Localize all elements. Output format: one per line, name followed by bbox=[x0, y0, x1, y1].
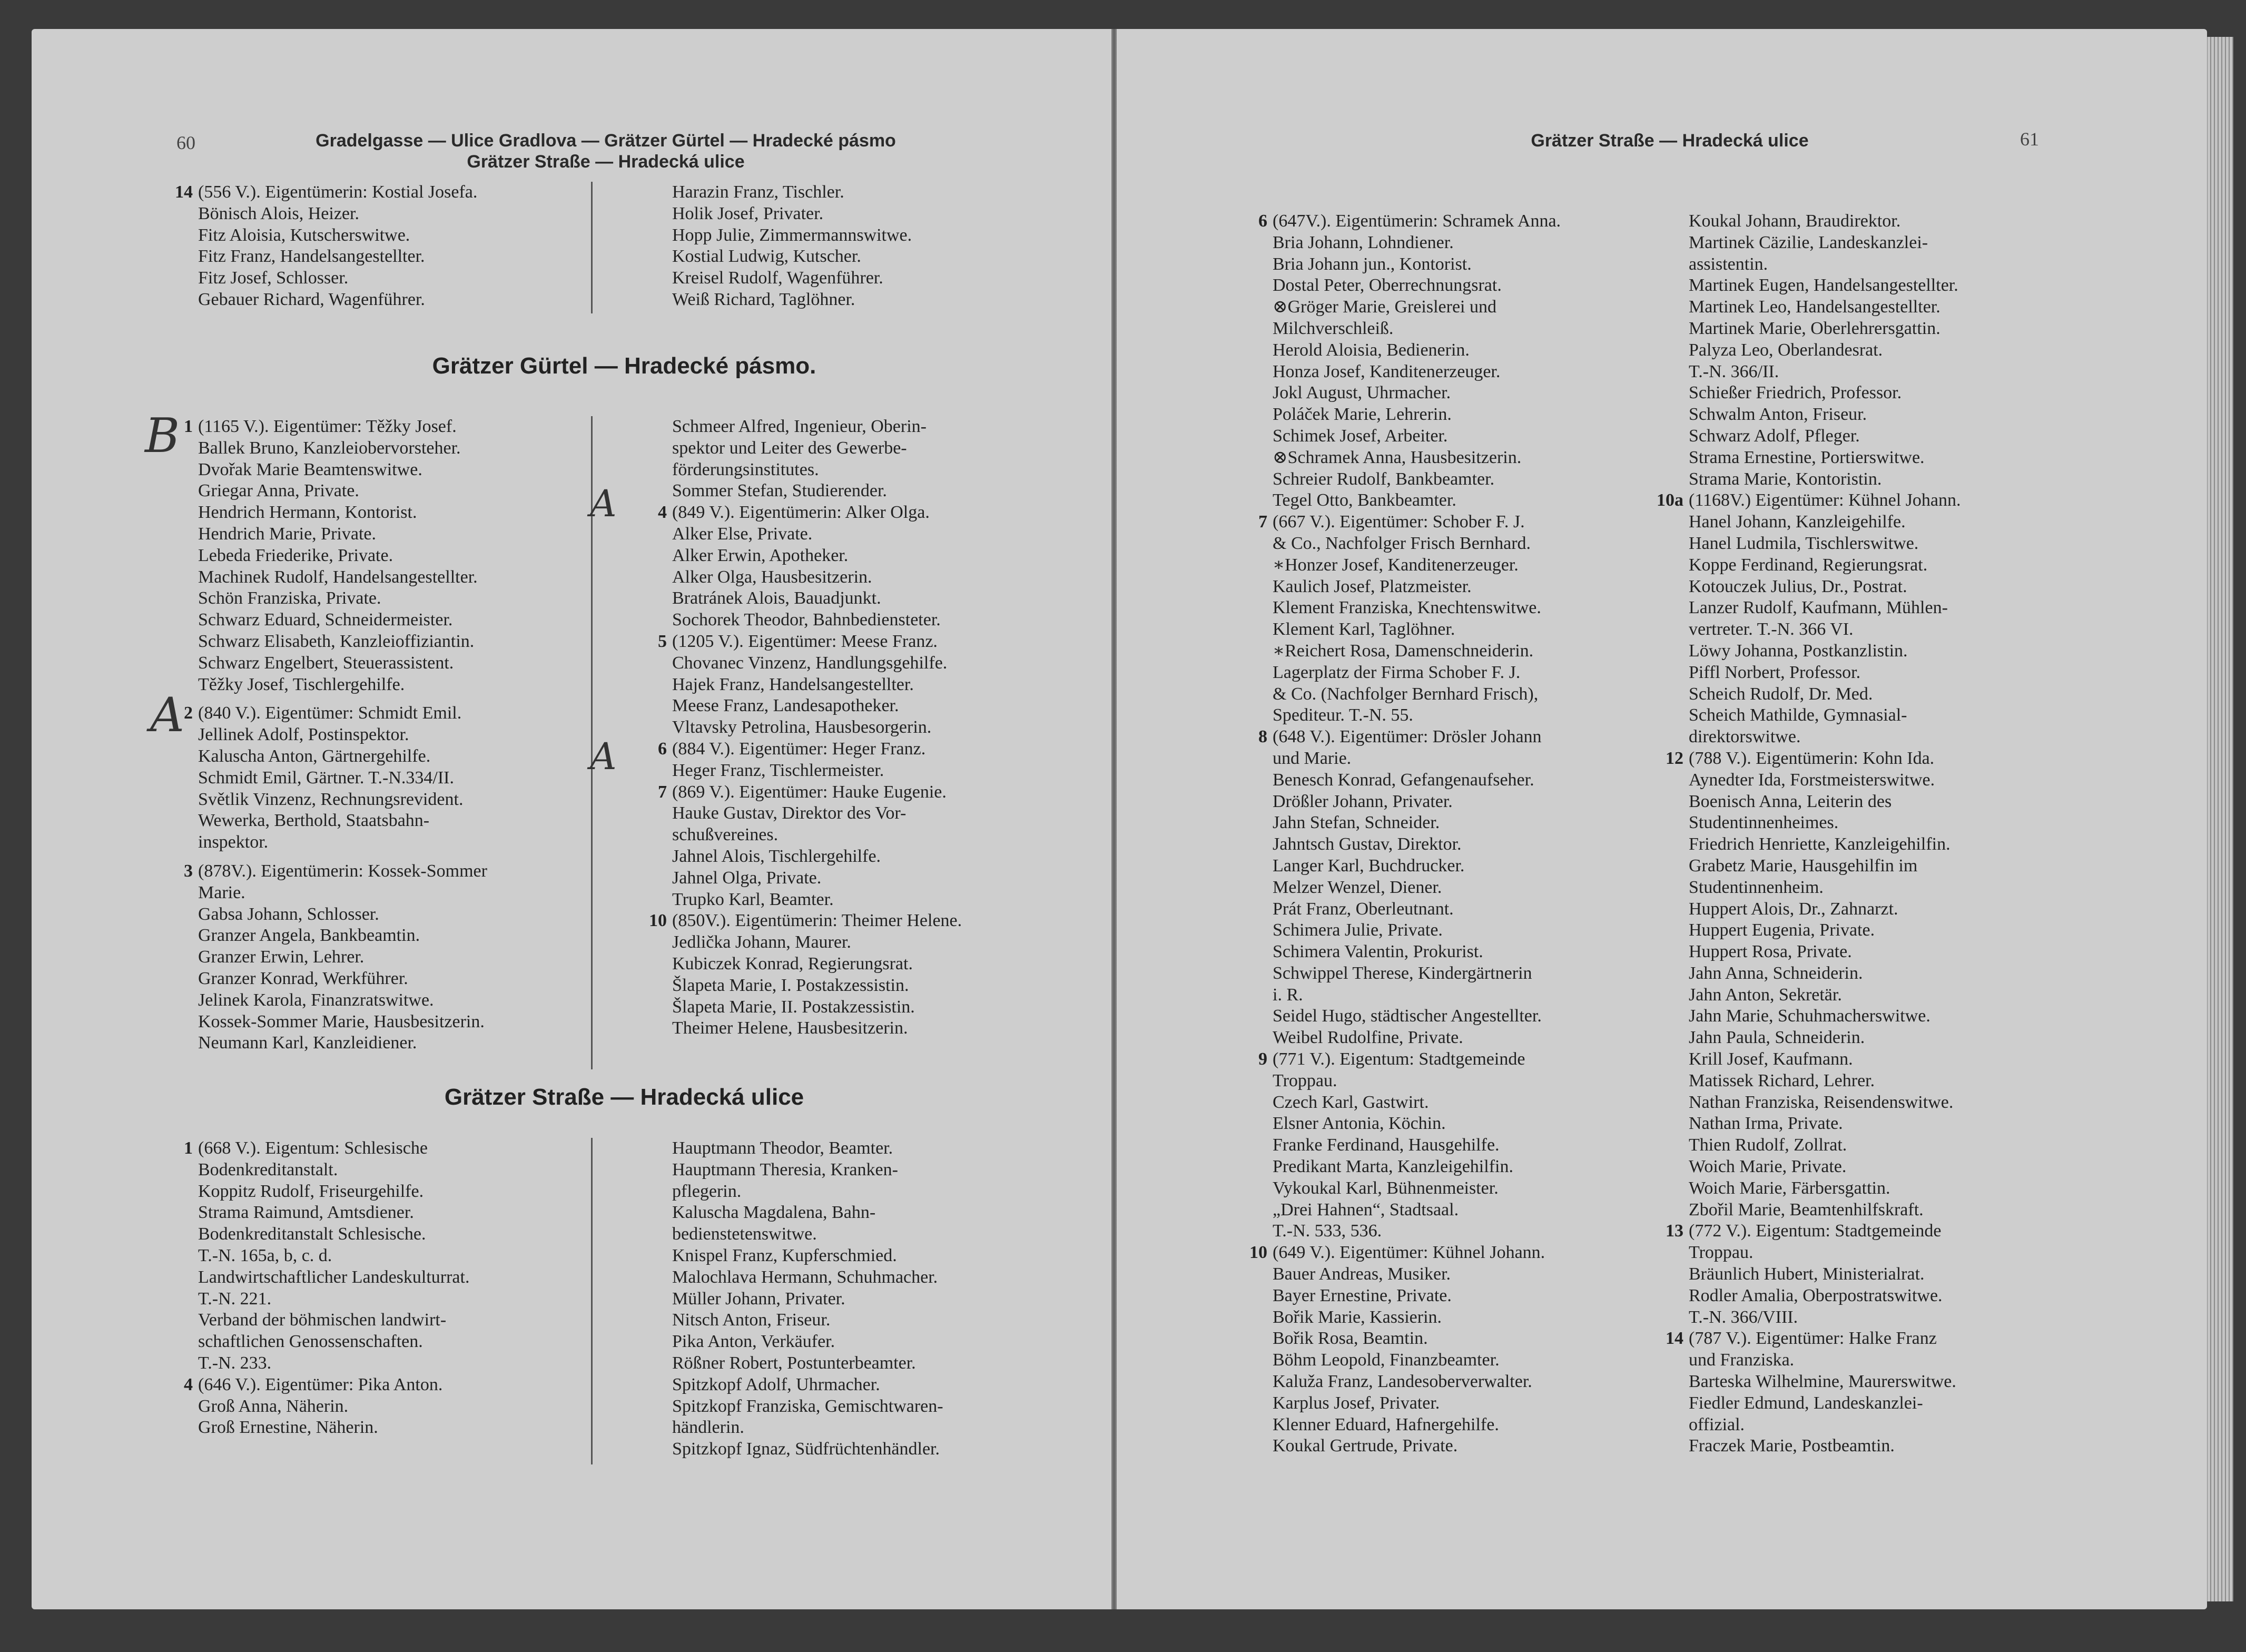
column bbox=[163, 182, 595, 311]
owner-line: (869 V.). Eigentümer: Hauke Eugenie. bbox=[672, 782, 947, 802]
column-rule bbox=[591, 182, 593, 313]
resident-entry: Gabsa Johann, Schlosser. bbox=[198, 904, 379, 924]
resident-entry: Schreier Rudolf, Bankbeamter. bbox=[1273, 469, 1495, 489]
resident-entry: Vykoukal Karl, Bühnenmeister. bbox=[1273, 1178, 1499, 1198]
resident-entry: Weibel Rudolfine, Private. bbox=[1273, 1028, 1463, 1048]
resident-entry: Landwirtschaftlicher Landeskulturrat. bbox=[198, 1267, 470, 1287]
resident-entry: Těžky Josef, Tischlergehilfe. bbox=[198, 674, 405, 694]
resident-entry: Matissek Richard, Lehrer. bbox=[1689, 1070, 1875, 1090]
house-entry bbox=[163, 182, 595, 203]
resident-entry: Martinek Marie, Oberlehrersgattin. bbox=[1689, 318, 1940, 338]
resident-entry: Fitz Aloisia, Kutscherswitwe. bbox=[198, 225, 410, 245]
margin-mark: A bbox=[590, 482, 617, 525]
house-entry bbox=[637, 910, 1038, 932]
resident-entry: Kubiczek Konrad, Regierungsrat. bbox=[672, 953, 913, 974]
house-number: 6 bbox=[658, 739, 667, 759]
resident-entry: Nathan Franziska, Reisendenswitwe. bbox=[1689, 1092, 1954, 1112]
owner-line: (648 V.). Eigentümer: Drösler Johann bbox=[1273, 727, 1542, 747]
house-entry bbox=[163, 703, 600, 724]
owner-line: (1168V.) Eigentümer: Kühnel Johann. bbox=[1689, 490, 1961, 510]
resident-entry: Ballek Bruno, Kanzleiobervorsteher. bbox=[198, 438, 461, 458]
house-number: 4 bbox=[184, 1374, 193, 1394]
resident-entry: Zbořil Marie, Beamtenhilfskraft. bbox=[1689, 1199, 1924, 1220]
resident-entry: Woich Marie, Private. bbox=[1689, 1157, 1847, 1177]
page-number: 61 bbox=[2020, 129, 2039, 150]
house-number: 1 bbox=[184, 1138, 193, 1158]
resident-entry: Schießer Friedrich, Professor. bbox=[1689, 383, 1902, 403]
resident-entry: Koppe Ferdinand, Regierungsrat. bbox=[1689, 555, 1928, 575]
house-number: 13 bbox=[1666, 1221, 1683, 1241]
resident-entry: Granzer Konrad, Werkführer. bbox=[198, 968, 408, 988]
house-entry bbox=[1654, 748, 2075, 770]
resident-entry: Vltavsky Petrolina, Hausbesorgerin. bbox=[672, 717, 932, 738]
resident-entry: Schwalm Anton, Friseur. bbox=[1689, 405, 1867, 425]
resident-entry: Jahn Stefan, Schneider. bbox=[1273, 813, 1440, 833]
resident-entry: Kostial Ludwig, Kutscher. bbox=[672, 247, 861, 267]
running-header-2: Grätzer Straße — Hradecká ulice bbox=[467, 152, 745, 172]
resident-entry: Spitzkopf Ignaz, Südfrüchtenhändler. bbox=[672, 1439, 940, 1459]
house-entry bbox=[637, 502, 1038, 524]
owner-line: (878V.). Eigentümerin: Kossek-Sommer bbox=[198, 861, 487, 881]
entry-continuation: Studentinnenheimes. bbox=[1689, 813, 1839, 833]
resident-entry: Jelinek Karola, Finanzratswitwe. bbox=[198, 990, 434, 1010]
entry-continuation: Spediteur. T.-N. 55. bbox=[1273, 705, 1413, 725]
resident-entry: Seidel Hugo, städtischer Angestellter. bbox=[1273, 1006, 1542, 1026]
house-entry bbox=[1654, 1328, 2075, 1350]
resident-entry: Jahn Anna, Schneiderin. bbox=[1689, 963, 1863, 983]
running-header: Grätzer Straße — Hradecká ulice bbox=[1531, 131, 1809, 151]
column bbox=[163, 416, 600, 1054]
house-entry bbox=[163, 416, 600, 438]
resident-entry: Koppitz Rudolf, Friseurgehilfe. bbox=[198, 1181, 424, 1201]
resident-entry: Alker Else, Private. bbox=[672, 524, 813, 544]
entry-gap bbox=[163, 853, 600, 861]
entry-continuation: schaftlichen Genossenschaften. bbox=[198, 1332, 423, 1352]
resident-entry: Huppert Rosa, Private. bbox=[1689, 942, 1852, 962]
house-number: 2 bbox=[184, 703, 193, 723]
resident-entry: Nitsch Anton, Friseur. bbox=[672, 1310, 831, 1330]
column bbox=[637, 416, 1038, 1039]
entry-continuation: und Marie. bbox=[1273, 748, 1352, 768]
house-entry bbox=[1238, 1242, 1659, 1264]
resident-entry: Schwarz Engelbert, Steuerassistent. bbox=[198, 653, 454, 673]
resident-entry: i. R. bbox=[1273, 985, 1303, 1005]
entry-continuation: T.-N. 366/II. bbox=[1689, 361, 1779, 381]
right-page bbox=[1117, 29, 2207, 1609]
entry-continuation: assistentin. bbox=[1689, 254, 1768, 274]
resident-entry: Poláček Marie, Lehrerin. bbox=[1273, 405, 1452, 425]
resident-entry: Boenisch Anna, Leiterin des bbox=[1689, 791, 1892, 811]
resident-entry: Koukal Gertrude, Private. bbox=[1273, 1436, 1458, 1456]
resident-entry: „Drei Hahnen“, Stadtsaal. bbox=[1273, 1199, 1459, 1220]
owner-line: (788 V.). Eigentümerin: Kohn Ida. bbox=[1689, 748, 1935, 768]
resident-entry: Huppert Eugenia, Private. bbox=[1689, 920, 1875, 940]
resident-entry: Karplus Josef, Privater. bbox=[1273, 1393, 1440, 1413]
entry-continuation: spektor und Leiter des Gewerbe- bbox=[672, 438, 907, 458]
house-entry bbox=[1238, 211, 1659, 232]
resident-entry: Kotouczek Julius, Dr., Postrat. bbox=[1689, 576, 1907, 596]
entry-continuation: Bodenkreditanstalt. bbox=[198, 1159, 338, 1179]
house-number: 10 bbox=[649, 911, 667, 931]
house-number: 14 bbox=[175, 182, 193, 202]
resident-entry: Martinek Leo, Handelsangestellter. bbox=[1689, 297, 1940, 317]
resident-entry: Hanel Ludmila, Tischlerswitwe. bbox=[1689, 533, 1919, 553]
margin-mark: B bbox=[145, 408, 180, 464]
entry-continuation: direktorswitwe. bbox=[1689, 727, 1801, 747]
entry-continuation: bedienstetenswitwe. bbox=[672, 1224, 817, 1244]
resident-entry: ⊗Gröger Marie, Greislerei und bbox=[1273, 297, 1496, 317]
resident-entry: Schimek Josef, Arbeiter. bbox=[1273, 426, 1448, 446]
owner-line: (647V.). Eigentümerin: Schramek Anna. bbox=[1273, 211, 1561, 231]
resident-entry: Weiß Richard, Taglöhner. bbox=[672, 289, 855, 309]
resident-entry: Jedlička Johann, Maurer. bbox=[672, 932, 851, 952]
house-number: 10 bbox=[1249, 1243, 1267, 1263]
resident-entry: Groß Ernestine, Näherin. bbox=[198, 1418, 378, 1438]
resident-entry: Melzer Wenzel, Diener. bbox=[1273, 877, 1442, 897]
resident-entry: Scheich Mathilde, Gymnasial- bbox=[1689, 705, 1907, 725]
column bbox=[1654, 211, 2075, 1457]
resident-entry: Jahntsch Gustav, Direktor. bbox=[1273, 834, 1462, 854]
resident-entry: Klement Franziska, Knechtenswitwe. bbox=[1273, 598, 1541, 618]
column bbox=[163, 1138, 600, 1439]
resident-entry: Verband der böhmischen landwirt- bbox=[198, 1310, 447, 1330]
resident-entry: Holik Josef, Privater. bbox=[672, 203, 824, 223]
entry-continuation: T.-N. 165a, b, c. d. bbox=[198, 1245, 332, 1265]
owner-line: (884 V.). Eigentümer: Heger Franz. bbox=[672, 739, 926, 759]
entry-continuation: inspektor. bbox=[198, 832, 269, 852]
resident-entry: Franke Ferdinand, Hausgehilfe. bbox=[1273, 1135, 1500, 1155]
house-number: 5 bbox=[658, 631, 667, 651]
house-entry bbox=[163, 1138, 600, 1159]
resident-entry: Strama Marie, Kontoristin. bbox=[1689, 469, 1882, 489]
house-number: 12 bbox=[1666, 748, 1683, 768]
resident-entry: Griegar Anna, Private. bbox=[198, 481, 359, 501]
resident-entry: Herold Aloisia, Bedienerin. bbox=[1273, 340, 1470, 360]
column-rule bbox=[591, 1138, 593, 1464]
house-number: 9 bbox=[1258, 1049, 1267, 1069]
owner-line: (840 V.). Eigentümer: Schmidt Emil. bbox=[198, 703, 462, 723]
left-page bbox=[32, 29, 1111, 1609]
resident-entry: Drößler Johann, Privater. bbox=[1273, 791, 1453, 811]
entry-continuation: & Co. (Nachfolger Bernhard Frisch), bbox=[1273, 684, 1539, 704]
house-number: 7 bbox=[1258, 512, 1267, 532]
resident-entry: Bratránek Alois, Bauadjunkt. bbox=[672, 588, 881, 608]
resident-entry: Pika Anton, Verkäufer. bbox=[672, 1332, 835, 1352]
resident-entry: Spitzkopf Adolf, Uhrmacher. bbox=[672, 1374, 880, 1394]
resident-entry: Koukal Johann, Braudirektor. bbox=[1689, 211, 1901, 231]
margin-mark: A bbox=[150, 687, 184, 743]
owner-line: (850V.). Eigentümerin: Theimer Helene. bbox=[672, 911, 962, 931]
owner-line: (668 V.). Eigentum: Schlesische bbox=[198, 1138, 428, 1158]
house-entry bbox=[163, 1374, 600, 1396]
resident-entry: Bräunlich Hubert, Ministerialrat. bbox=[1689, 1264, 1925, 1284]
resident-entry: Benesch Konrad, Gefangenaufseher. bbox=[1273, 770, 1534, 790]
resident-entry: Jahn Anton, Sekretär. bbox=[1689, 985, 1842, 1005]
entry-continuation: & Co., Nachfolger Frisch Bernhard. bbox=[1273, 533, 1531, 553]
resident-entry: Woich Marie, Färbersgattin. bbox=[1689, 1178, 1890, 1198]
resident-entry: Honza Josef, Kanditenerzeuger. bbox=[1273, 361, 1501, 381]
resident-entry: Bauer Andreas, Musiker. bbox=[1273, 1264, 1451, 1284]
column bbox=[637, 1138, 1038, 1460]
resident-entry: Knispel Franz, Kupferschmied. bbox=[672, 1245, 897, 1265]
resident-entry: Schön Franziska, Private. bbox=[198, 588, 381, 608]
resident-entry: Machinek Rudolf, Handelsangestellter. bbox=[198, 567, 478, 587]
resident-entry: Granzer Erwin, Lehrer. bbox=[198, 947, 365, 967]
entry-gap bbox=[163, 695, 600, 703]
running-header: Gradelgasse — Ulice Gradlova — Grätzer Gürtel — Hradecké pásmo bbox=[316, 131, 896, 151]
resident-entry: Thien Rudolf, Zollrat. bbox=[1689, 1135, 1847, 1155]
resident-entry: Schwarz Elisabeth, Kanzleioffiziantin. bbox=[198, 631, 475, 651]
resident-entry: Rößner Robert, Postunterbeamter. bbox=[672, 1353, 916, 1373]
resident-entry: Hauptmann Theodor, Beamter. bbox=[672, 1138, 893, 1158]
owner-line: (1205 V.). Eigentümer: Meese Franz. bbox=[672, 631, 938, 651]
resident-entry: Sommer Stefan, Studierender. bbox=[672, 481, 887, 501]
house-number: 3 bbox=[184, 861, 193, 881]
resident-entry: Fitz Franz, Handelsangestellter. bbox=[198, 247, 425, 267]
entry-continuation: Troppau. bbox=[1689, 1243, 1754, 1263]
entry-continuation: händlerin. bbox=[672, 1418, 744, 1438]
house-number: 7 bbox=[658, 782, 667, 802]
resident-entry: Gebauer Richard, Wagenführer. bbox=[198, 289, 425, 309]
resident-entry: Světlik Vinzenz, Rechnungsrevident. bbox=[198, 789, 464, 809]
resident-entry: Sochorek Theodor, Bahnbediensteter. bbox=[672, 610, 941, 630]
resident-entry: Hendrich Hermann, Kontorist. bbox=[198, 503, 417, 523]
resident-entry: Jahnel Olga, Private. bbox=[672, 868, 822, 888]
resident-entry: Groß Anna, Näherin. bbox=[198, 1396, 349, 1416]
resident-entry: Schwippel Therese, Kindergärtnerin bbox=[1273, 963, 1532, 983]
house-entry bbox=[1238, 512, 1659, 533]
resident-entry: Kaulich Josef, Platzmeister. bbox=[1273, 576, 1472, 596]
resident-entry: Grabetz Marie, Hausgehilfin im bbox=[1689, 856, 1918, 876]
entry-continuation: förderungsinstitutes. bbox=[672, 459, 819, 479]
resident-entry: Bönisch Alois, Heizer. bbox=[198, 203, 359, 223]
entry-continuation: und Franziska. bbox=[1689, 1350, 1795, 1370]
resident-entry: Strama Raimund, Amtsdiener. bbox=[198, 1203, 414, 1223]
resident-entry: Müller Johann, Privater. bbox=[672, 1289, 845, 1309]
resident-entry: Schmidt Emil, Gärtner. T.-N.334/II. bbox=[198, 768, 454, 788]
resident-entry: Jokl August, Uhrmacher. bbox=[1273, 383, 1451, 403]
resident-entry: Chovanec Vinzenz, Handlungsgehilfe. bbox=[672, 653, 948, 673]
resident-entry: Hendrich Marie, Private. bbox=[198, 524, 376, 544]
resident-entry: Czech Karl, Gastwirt. bbox=[1273, 1092, 1429, 1112]
resident-entry: Fiedler Edmund, Landeskanzlei- bbox=[1689, 1393, 1923, 1413]
resident-entry: Klenner Eduard, Hafnergehilfe. bbox=[1273, 1414, 1499, 1434]
resident-entry: Kaluscha Magdalena, Bahn- bbox=[672, 1203, 876, 1223]
entry-continuation: offizial. bbox=[1689, 1414, 1745, 1434]
resident-entry: Aynedter Ida, Forstmeisterswitwe. bbox=[1689, 770, 1935, 790]
owner-line: (849 V.). Eigentümerin: Alker Olga. bbox=[672, 503, 930, 523]
resident-entry: Spitzkopf Franziska, Gemischtwaren- bbox=[672, 1396, 943, 1416]
house-entry bbox=[1238, 1049, 1659, 1070]
resident-entry: Hanel Johann, Kanzleigehilfe. bbox=[1689, 512, 1906, 532]
house-entry bbox=[1238, 726, 1659, 748]
resident-entry: Lagerplatz der Firma Schober F. J. bbox=[1273, 662, 1521, 682]
resident-entry: Trupko Karl, Beamter. bbox=[672, 889, 834, 909]
column bbox=[1238, 211, 1659, 1457]
resident-entry: Lanzer Rudolf, Kaufmann, Mühlen- bbox=[1689, 598, 1948, 618]
owner-line: (787 V.). Eigentümer: Halke Franz bbox=[1689, 1329, 1937, 1349]
resident-entry: Barteska Wilhelmine, Maurerswitwe. bbox=[1689, 1372, 1956, 1392]
house-entry bbox=[637, 631, 1038, 653]
house-number: 1 bbox=[184, 417, 193, 436]
entry-continuation: T.-N. 221. bbox=[198, 1289, 272, 1309]
entry-continuation: pflegerin. bbox=[672, 1181, 742, 1201]
resident-entry: Kreisel Rudolf, Wagenführer. bbox=[672, 268, 883, 288]
resident-entry: Schimera Julie, Private. bbox=[1273, 920, 1443, 940]
owner-line: (1165 V.). Eigentümer: Těžky Josef. bbox=[198, 417, 457, 436]
resident-entry: Kossek-Sommer Marie, Hausbesitzerin. bbox=[198, 1011, 485, 1031]
resident-entry: Lebeda Friederike, Private. bbox=[198, 545, 393, 565]
resident-entry: Dostal Peter, Oberrechnungsrat. bbox=[1273, 276, 1502, 296]
resident-entry: Kaluscha Anton, Gärtnergehilfe. bbox=[198, 746, 431, 766]
resident-entry: Böhm Leopold, Finanzbeamter. bbox=[1273, 1350, 1500, 1370]
resident-entry: Klement Karl, Taglöhner. bbox=[1273, 620, 1455, 640]
owner-line: (772 V.). Eigentum: Stadtgemeinde bbox=[1689, 1221, 1942, 1241]
owner-line: (649 V.). Eigentümer: Kühnel Johann. bbox=[1273, 1243, 1545, 1263]
owner-line: (771 V.). Eigentum: Stadtgemeinde bbox=[1273, 1049, 1525, 1069]
house-entry bbox=[637, 739, 1038, 760]
resident-entry: ∗Reichert Rosa, Damenschneiderin. bbox=[1273, 641, 1534, 661]
resident-entry: Elsner Antonia, Köchin. bbox=[1273, 1114, 1446, 1134]
resident-entry: Schimera Valentin, Prokurist. bbox=[1273, 942, 1483, 962]
resident-entry: Jahn Marie, Schuhmacherswitwe. bbox=[1689, 1006, 1930, 1026]
resident-entry: Bayer Ernestine, Private. bbox=[1273, 1285, 1452, 1305]
resident-entry: Fraczek Marie, Postbeamtin. bbox=[1689, 1436, 1895, 1456]
margin-mark: A bbox=[590, 735, 617, 778]
house-number: 8 bbox=[1258, 727, 1267, 747]
resident-entry: Šlapeta Marie, I. Postakzessistin. bbox=[672, 975, 909, 995]
resident-entry: Alker Erwin, Apotheker. bbox=[672, 545, 849, 565]
house-number: 6 bbox=[1258, 211, 1267, 231]
resident-entry: Malochlava Hermann, Schuhmacher. bbox=[672, 1267, 938, 1287]
house-number: 14 bbox=[1666, 1329, 1683, 1349]
resident-entry: Schmeer Alfred, Ingenieur, Oberin- bbox=[672, 417, 927, 436]
resident-entry: Schwarz Adolf, Pfleger. bbox=[1689, 426, 1860, 446]
resident-entry: Krill Josef, Kaufmann. bbox=[1689, 1049, 1853, 1069]
resident-entry: Heger Franz, Tischlermeister. bbox=[672, 760, 884, 780]
resident-entry: Strama Ernestine, Portierswitwe. bbox=[1689, 447, 1925, 467]
entry-continuation: Marie. bbox=[198, 882, 245, 902]
resident-entry: Schwarz Eduard, Schneidermeister. bbox=[198, 610, 453, 630]
resident-entry: ∗Honzer Josef, Kanditenerzeuger. bbox=[1273, 555, 1519, 575]
house-number: 4 bbox=[658, 503, 667, 523]
house-entry bbox=[1654, 490, 2075, 512]
house-entry bbox=[1654, 1221, 2075, 1242]
resident-entry: Granzer Angela, Bankbeamtin. bbox=[198, 926, 420, 946]
entry-continuation: T.-N. 533, 536. bbox=[1273, 1221, 1382, 1241]
resident-entry: Hopp Julie, Zimmermannswitwe. bbox=[672, 225, 912, 245]
entry-continuation: vertreter. T.-N. 366 VI. bbox=[1689, 620, 1854, 640]
resident-entry: Harazin Franz, Tischler. bbox=[672, 182, 844, 202]
house-number: 10a bbox=[1657, 490, 1683, 510]
column bbox=[637, 182, 1038, 311]
owner-line: (646 V.). Eigentümer: Pika Anton. bbox=[198, 1374, 443, 1394]
resident-entry: ⊗Schramek Anna, Hausbesitzerin. bbox=[1273, 447, 1522, 467]
owner-line: (556 V.). Eigentümerin: Kostial Josefa. bbox=[198, 182, 478, 202]
resident-entry: Dvořak Marie Beamtenswitwe. bbox=[198, 459, 422, 479]
resident-entry: Huppert Alois, Dr., Zahnarzt. bbox=[1689, 899, 1898, 919]
entry-continuation: Studentinnenheim. bbox=[1689, 877, 1824, 897]
resident-entry: Hauptmann Theresia, Kranken- bbox=[672, 1159, 898, 1179]
resident-entry: Bria Johann, Lohndiener. bbox=[1273, 232, 1454, 252]
resident-entry: Neumann Karl, Kanzleidiener. bbox=[198, 1033, 417, 1053]
resident-entry: Nathan Irma, Private. bbox=[1689, 1114, 1843, 1134]
resident-entry: Martinek Cäzilie, Landeskanzlei- bbox=[1689, 232, 1928, 252]
resident-entry: Kaluža Franz, Landesoberverwalter. bbox=[1273, 1372, 1532, 1392]
resident-entry: Alker Olga, Hausbesitzerin. bbox=[672, 567, 872, 587]
resident-entry: Bodenkreditanstalt Schlesische. bbox=[198, 1224, 426, 1244]
entry-continuation: T.-N. 233. bbox=[198, 1353, 272, 1373]
resident-entry: Prát Franz, Oberleutnant. bbox=[1273, 899, 1454, 919]
resident-entry: Piffl Norbert, Professor. bbox=[1689, 662, 1861, 682]
resident-entry: Theimer Helene, Hausbesitzerin. bbox=[672, 1018, 908, 1038]
resident-entry: Langer Karl, Buchdrucker. bbox=[1273, 856, 1465, 876]
entry-continuation: Troppau. bbox=[1273, 1070, 1337, 1090]
entry-continuation: T.-N. 366/VIII. bbox=[1689, 1307, 1798, 1327]
section-title: Grätzer Gürtel — Hradecké pásmo. bbox=[432, 353, 816, 379]
entry-continuation: Milchverschleiß. bbox=[1273, 318, 1394, 338]
resident-entry: Bořik Rosa, Beamtin. bbox=[1273, 1329, 1428, 1349]
resident-entry: Friedrich Henriette, Kanzleigehilfin. bbox=[1689, 834, 1951, 854]
house-entry bbox=[637, 782, 1038, 803]
resident-entry: Bria Johann jun., Kontorist. bbox=[1273, 254, 1472, 274]
resident-entry: Predikant Marta, Kanzleigehilfin. bbox=[1273, 1157, 1513, 1177]
resident-entry: Scheich Rudolf, Dr. Med. bbox=[1689, 684, 1873, 704]
resident-entry: Jahnel Alois, Tischlergehilfe. bbox=[672, 846, 881, 866]
house-entry bbox=[163, 861, 600, 882]
resident-entry: Palyza Leo, Oberlandesrat. bbox=[1689, 340, 1883, 360]
owner-line: (667 V.). Eigentümer: Schober F. J. bbox=[1273, 512, 1525, 532]
resident-entry: Löwy Johanna, Postkanzlistin. bbox=[1689, 641, 1908, 661]
resident-entry: Jellinek Adolf, Postinspektor. bbox=[198, 725, 409, 745]
resident-entry: Wewerka, Berthold, Staatsbahn- bbox=[198, 811, 430, 831]
resident-entry: Fitz Josef, Schlosser. bbox=[198, 268, 349, 288]
section-title: Grätzer Straße — Hradecká ulice bbox=[444, 1084, 804, 1110]
resident-entry: Rodler Amalia, Oberpostratswitwe. bbox=[1689, 1285, 1943, 1305]
page-number: 60 bbox=[176, 132, 195, 153]
resident-entry: Tegel Otto, Bankbeamter. bbox=[1273, 490, 1456, 510]
resident-entry: Jahn Paula, Schneiderin. bbox=[1689, 1028, 1865, 1048]
resident-entry: Hajek Franz, Handelsangestellter. bbox=[672, 674, 914, 694]
resident-entry: Bořik Marie, Kassierin. bbox=[1273, 1307, 1442, 1327]
resident-entry: Meese Franz, Landesapotheker. bbox=[672, 696, 899, 716]
resident-entry: Šlapeta Marie, II. Postakzessistin. bbox=[672, 997, 915, 1017]
entry-continuation: schußvereines. bbox=[672, 825, 779, 845]
resident-entry: Hauke Gustav, Direktor des Vor- bbox=[672, 803, 907, 823]
resident-entry: Martinek Eugen, Handelsangestellter. bbox=[1689, 276, 1958, 296]
